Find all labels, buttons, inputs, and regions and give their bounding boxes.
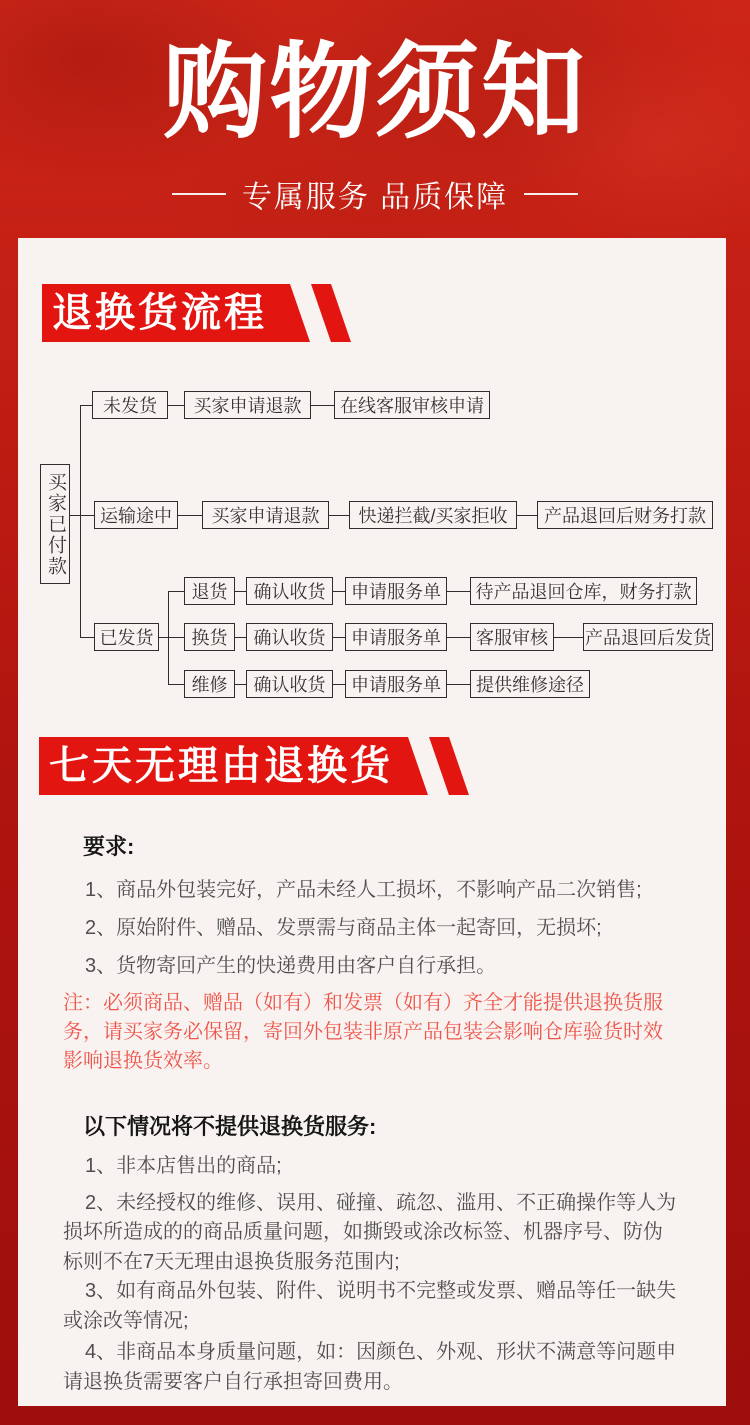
flow-connector: [333, 591, 345, 592]
flow-connector: [333, 684, 345, 685]
flow-box-service-order-a: 申请服务单: [345, 577, 447, 605]
banner-stripe: [429, 737, 469, 795]
exclusion-item: 1、非本店售出的商品;: [85, 1155, 282, 1177]
flow-connector: [168, 591, 169, 685]
subtitle-right-line: [524, 193, 578, 195]
flow-connector: [517, 515, 537, 516]
flow-connector: [168, 405, 184, 406]
flow-box-refund-after-return: 产品退回后财务打款: [537, 501, 713, 529]
requirements-title: 要求:: [83, 834, 135, 859]
flow-box-buyer-paid: 买家已付款: [40, 464, 70, 584]
flow-box-confirm-receipt-b: 确认收货: [246, 623, 333, 651]
flow-box-cs-audit: 客服审核: [470, 623, 554, 651]
flow-connector: [168, 591, 184, 592]
flow-connector: [168, 684, 184, 685]
flow-connector: [168, 637, 184, 638]
flow-box-repair-channel: 提供维修途径: [470, 670, 590, 698]
flow-connector: [80, 405, 81, 638]
flow-connector: [333, 637, 345, 638]
requirement-item: 2、原始附件、赠品、发票需与商品主体一起寄回，无损坏;: [85, 917, 602, 939]
flow-box-return: 退货: [184, 577, 235, 605]
requirement-item: 1、商品外包装完好，产品未经人工损坏，不影响产品二次销售;: [85, 879, 642, 901]
flow-connector: [178, 515, 202, 516]
return-process-flowchart: [18, 388, 726, 728]
subtitle-left-line: [172, 193, 226, 195]
banner-stripe: [311, 284, 351, 342]
policy-text: [63, 832, 678, 1397]
seven-day-banner: [39, 737, 428, 795]
flow-connector: [235, 637, 246, 638]
flow-box-warehouse-refund: 待产品退回仓库，财务打款: [470, 577, 697, 605]
flow-box-confirm-receipt-c: 确认收货: [246, 670, 333, 698]
seven-day-banner-title: 七天无理由退换货: [49, 743, 393, 788]
flow-connector: [235, 684, 246, 685]
flow-connector: [159, 637, 168, 638]
return-process-banner: [42, 284, 310, 342]
exclusion-item: 2、未经授权的维修、误用、碰撞、疏忽、滥用、不正确操作等人为损坏所造成的的商品质量问题，如撕毁或涂改标签、机器序号、防伪标则不在7天无理由退换货服务范围内;: [63, 1191, 677, 1273]
flow-connector: [80, 637, 94, 638]
flow-connector: [554, 637, 583, 638]
flow-connector: [447, 637, 470, 638]
flow-connector: [329, 515, 349, 516]
flow-box-service-order-b: 申请服务单: [345, 623, 447, 651]
page-header: [0, 0, 750, 214]
flow-box-exchange: 换货: [184, 623, 235, 651]
flow-box-service-order-c: 申请服务单: [345, 670, 447, 698]
flow-box-repair: 维修: [184, 670, 235, 698]
flow-connector: [70, 515, 94, 516]
flow-box-shipped: 已发货: [94, 623, 159, 651]
exclusion-item: 3、如有商品外包装、附件、说明书不完整或发票、赠品等任一缺失或涂改等情况;: [63, 1280, 677, 1332]
flow-box-confirm-receipt-a: 确认收货: [246, 577, 333, 605]
page-subtitle: 专属服务 品质保障: [241, 181, 509, 214]
flow-connector: [447, 591, 470, 592]
exclusions-title: 以下情况将不提供退换货服务:: [83, 1114, 377, 1139]
notice-card: [18, 238, 726, 1406]
flow-box-in-transit: 运输途中: [94, 501, 178, 529]
page-title: 购物须知: [162, 35, 587, 151]
flow-box-not-shipped: 未发货: [92, 391, 168, 419]
flow-connector: [80, 405, 92, 406]
requirement-item: 3、货物寄回产生的快递费用由客户自行承担。: [85, 955, 497, 977]
flow-box-cs-review: 在线客服审核申请: [334, 391, 490, 419]
flow-box-intercept: 快递拦截/买家拒收: [349, 501, 517, 529]
flow-box-refund-request2: 买家申请退款: [202, 501, 329, 529]
exclusion-item: 4、非商品本身质量问题，如：因颜色、外观、形状不满意等问题申请退换货需要客户自行承担寄回费用。: [63, 1341, 677, 1393]
flow-connector: [235, 591, 246, 592]
red-note: 注：必须商品、赠品（如有）和发票（如有）齐全才能提供退换货服务，请买家务必保留，寄回外包装非原产品包装会影响仓库验货时效影响退换货效率。: [63, 992, 663, 1072]
return-process-banner-title: 退换货流程: [52, 290, 267, 335]
flow-box-refund-request: 买家申请退款: [184, 391, 311, 419]
flow-connector: [311, 405, 334, 406]
flow-box-reship: 产品退回后发货: [583, 623, 713, 651]
subtitle-row: [0, 172, 750, 216]
flow-connector: [447, 684, 470, 685]
